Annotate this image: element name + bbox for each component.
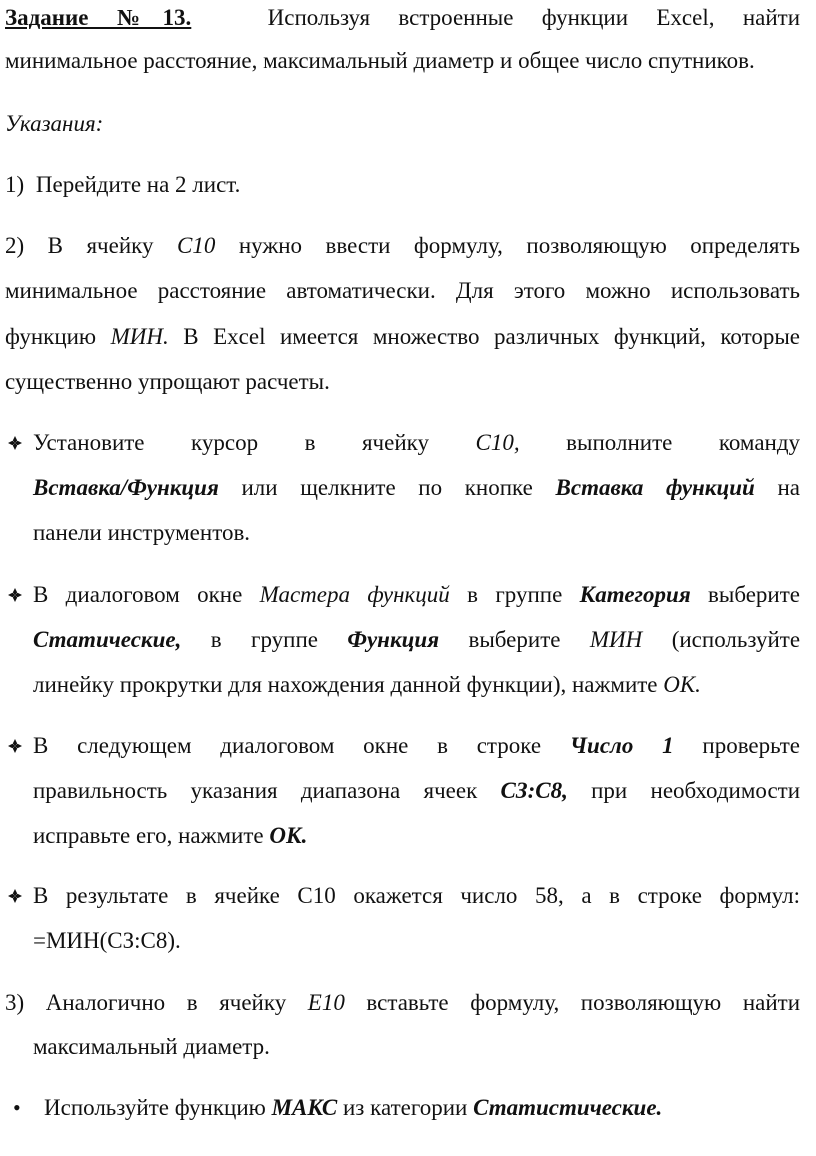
step-3-line-1 <box>5 988 800 1018</box>
bullet-2-text-d: в группе <box>210 627 318 652</box>
bullet-3-number-field: Число 1 <box>569 733 674 758</box>
bullet-2-function-group: Функция <box>347 627 440 652</box>
bullet-2-text-a: В диалоговом окне <box>33 582 243 607</box>
bullet-5-text-a: Используйте функцию <box>44 1095 266 1120</box>
bullet-3-text-a: В следующем диалоговом окне в строке <box>33 733 542 758</box>
hints-label: Указания: <box>5 111 104 136</box>
task-line-2 <box>5 46 800 76</box>
step-2-text-c: функцию <box>5 324 97 349</box>
bullet-5-text-b: из категории <box>342 1095 468 1120</box>
bullet-2-category: Категория <box>579 582 691 607</box>
step-2-line-3 <box>5 322 800 352</box>
diamond-bullet-icon <box>5 580 25 610</box>
bullet-4-line-2: =МИН(СЗ:С8). <box>33 928 181 953</box>
bullet-1-text-b: выполните команду <box>566 430 801 455</box>
diamond-bullet-icon <box>5 428 25 458</box>
step-2-line-4: существенно упрощают расчеты. <box>5 369 330 394</box>
bullet-4-line-1: В результате в ячейке С10 окажется число 58, а в строке формул: <box>33 883 800 908</box>
bullet-5-category: Статистические. <box>473 1095 663 1120</box>
step-2-text-d: В Excel имеется множество различных функций, которые <box>183 324 800 349</box>
bullet-1-line-3: панели инструментов. <box>33 520 251 545</box>
step-2-cell: С10 <box>176 233 216 258</box>
step-3-number: 3) <box>5 990 25 1015</box>
bullet-2-text-g: линейку прокрутки для нахождения данной функции), нажмите <box>33 672 658 697</box>
step-2-line-2: минимальное расстояние автоматически. Для этого можно использовать <box>5 278 800 303</box>
bullet-1-line-2 <box>33 473 800 503</box>
step-2-text-a: В ячейку <box>47 233 154 258</box>
bullet-2-wizard: Мастера функций <box>259 582 450 607</box>
diamond-bullet-icon <box>5 881 25 911</box>
bullet-3-ok: ОК. <box>269 823 308 848</box>
step-1 <box>5 170 800 200</box>
step-3-cell: Е10 <box>307 990 345 1015</box>
task-line-1 <box>5 3 800 33</box>
bullet-2-ok: ОК. <box>663 672 701 697</box>
bullet-3-text-d: при необходимости <box>591 778 801 803</box>
bullet-2-line-1 <box>33 580 800 610</box>
step-2-number: 2) <box>5 233 25 258</box>
bullet-5-function: МАКС <box>271 1095 338 1120</box>
step-3-text-b: вставьте формулу, позволяющую найти <box>366 990 800 1015</box>
step-1-number: 1) <box>5 172 25 197</box>
round-bullet-icon: • <box>13 1095 21 1120</box>
bullet-3-line-1 <box>33 731 800 761</box>
bullet-3-line-2 <box>33 776 800 806</box>
bullet-3-text-b: проверьте <box>702 733 801 758</box>
bullet-1-line-1 <box>33 428 800 458</box>
step-2-function: МИН. <box>110 324 169 349</box>
step-3-line-2: максимальный диаметр. <box>33 1034 270 1059</box>
bullet-2-text-f: (используйте <box>671 627 801 652</box>
bullet-2-stat: Статические, <box>33 627 182 652</box>
bullet-3-range: СЗ:С8, <box>500 778 568 803</box>
bullet-2-line-2 <box>33 625 800 655</box>
bullet-3-text-c: правильность указания диапазона ячеек <box>33 778 478 803</box>
bullet-3-text-e: исправьте его, нажмите <box>33 823 264 848</box>
bullet-1-text-d: на <box>777 475 801 500</box>
bullet-2-line-3 <box>33 670 800 700</box>
task-text-2: минимальное расстояние, максимальный диаметр и общее число спутников. <box>5 48 755 73</box>
step-2-text-b: нужно ввести формулу, позволяющую определять <box>238 233 801 258</box>
task-text-1: Используя встроенные функции Excel, найти <box>267 5 801 30</box>
task-label: Задание №13. <box>5 5 192 30</box>
bullet-3-line-3 <box>33 821 800 851</box>
diamond-bullet-icon <box>5 731 25 761</box>
bullet-1-text-a: Установите курсор в ячейку <box>33 430 429 455</box>
bullet-2-min: МИН <box>589 627 643 652</box>
bullet-2-text-e: выберите <box>468 627 561 652</box>
step-1-text: Перейдите на 2 лист. <box>35 172 241 197</box>
step-2-line-1 <box>5 231 800 261</box>
bullet-1-button-name: Вставка функций <box>555 475 755 500</box>
bullet-1-cell: С10, <box>475 430 520 455</box>
bullet-5-line <box>44 1093 800 1123</box>
bullet-1-text-c: или щелкните по кнопке <box>241 475 533 500</box>
bullet-1-command: Вставка/Функция <box>33 475 219 500</box>
bullet-2-text-b: в группе <box>467 582 563 607</box>
bullet-2-text-c: выберите <box>708 582 801 607</box>
step-3-text-a: Аналогично в ячейку <box>45 990 287 1015</box>
